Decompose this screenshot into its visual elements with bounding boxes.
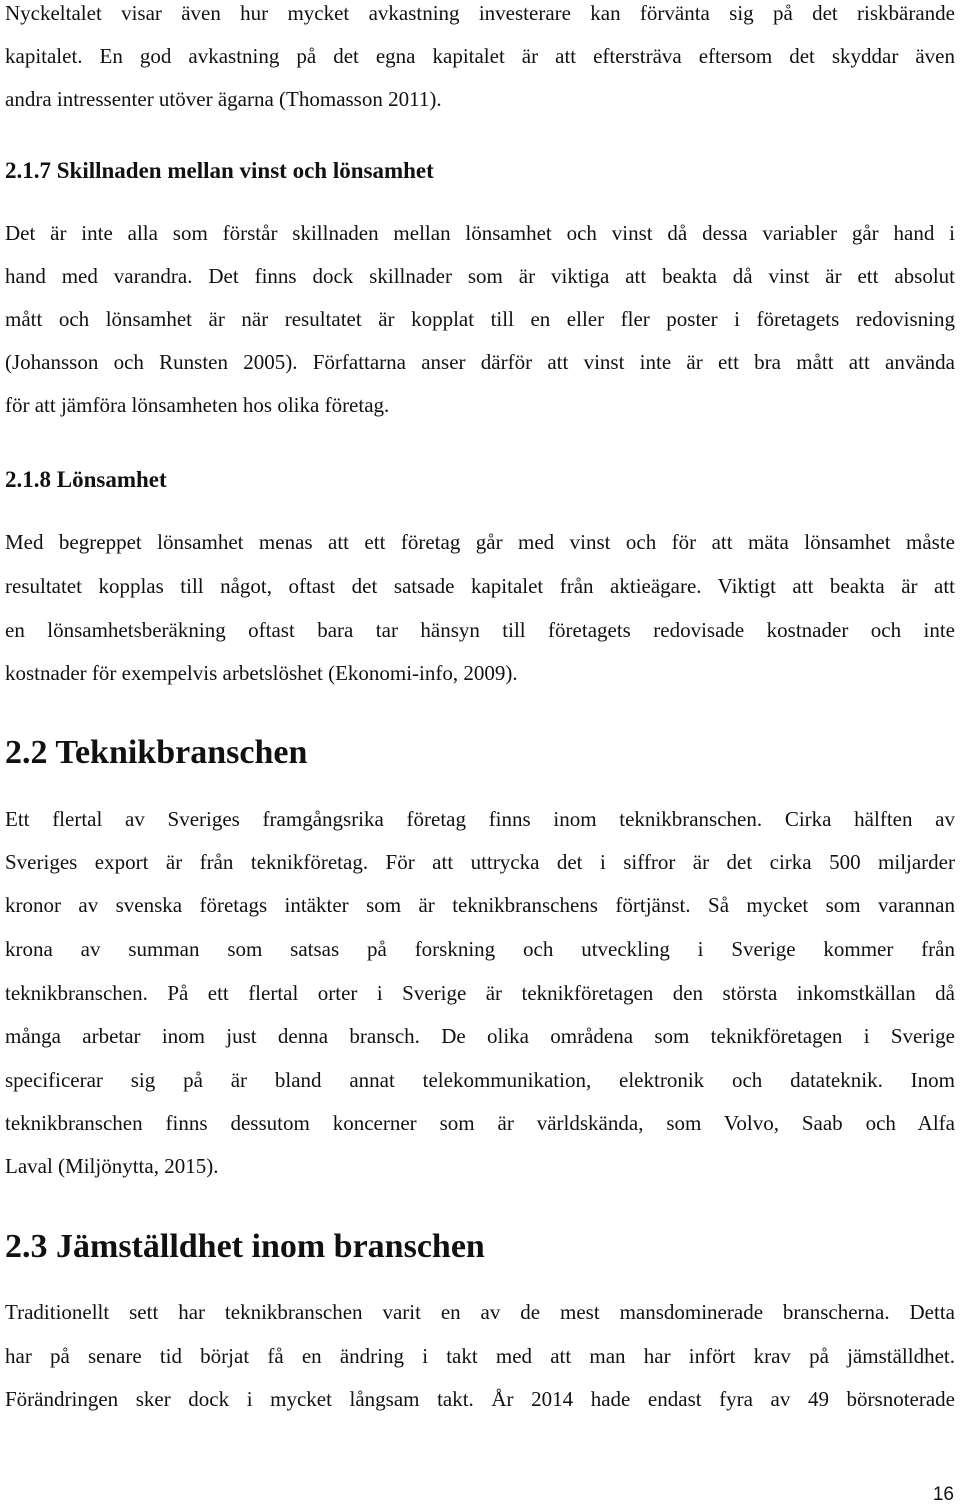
paragraph-line: Nyckeltalet visar även hur mycket avkastning investerare kan förvänta sig på det riskbärande	[5, 1, 955, 25]
paragraph-line: kapitalet. En god avkastning på det egna kapitalet är att eftersträva eftersom det skyddar även	[5, 44, 955, 68]
paragraph-line: Ett flertal av Sveriges framgångsrika företag finns inom teknikbranschen. Cirka hälften av	[5, 807, 955, 831]
paragraph-line: en lönsamhetsberäkning oftast bara tar hänsyn till företagets redovisade kostnader och inte	[5, 618, 955, 642]
paragraph-line: kronor av svenska företags intäkter som är teknikbranschens förtjänst. Så mycket som varannan	[5, 893, 955, 917]
paragraph-line: Laval (Miljönytta, 2015).	[5, 1154, 219, 1178]
paragraph-line: kostnader för exempelvis arbetslöshet (Ekonomi-info, 2009).	[5, 661, 518, 685]
section-heading: 2.1.8 Lönsamhet	[5, 467, 167, 492]
paragraph-line: andra intressenter utöver ägarna (Thomasson 2011).	[5, 87, 442, 111]
paragraph-line: krona av summan som satsas på forskning och utveckling i Sverige kommer från	[5, 937, 955, 961]
paragraph-line: Traditionellt sett har teknikbranschen varit en av de mest mansdominerade branscherna. Detta	[5, 1300, 955, 1324]
paragraph-line: har på senare tid börjat få en ändring i takt med att man har infört krav på jämställdhet.	[5, 1344, 955, 1368]
paragraph-line: många arbetar inom just denna bransch. De olika områdena som teknikföretagen i Sverige	[5, 1024, 955, 1048]
paragraph-line: för att jämföra lönsamheten hos olika företag.	[5, 393, 390, 417]
paragraph-line: teknikbranschen. På ett flertal orter i Sverige är teknikföretagen den största inkomstkällan då	[5, 981, 955, 1005]
paragraph-line: Med begreppet lönsamhet menas att ett företag går med vinst och för att mäta lönsamhet måste	[5, 530, 955, 554]
section-heading: 2.1.7 Skillnaden mellan vinst och lönsamhet	[5, 158, 434, 183]
page-number: 16	[932, 1484, 954, 1505]
chapter-heading: 2.2 Teknikbranschen	[5, 734, 308, 771]
paragraph-line: (Johansson och Runsten 2005). Författarna anser därför att vinst inte är ett bra mått att använda	[5, 350, 955, 374]
paragraph-line: resultatet kopplas till något, oftast det satsade kapitalet från aktieägare. Viktigt att beakta är att	[5, 574, 955, 598]
paragraph-line: teknikbranschen finns dessutom koncerner som är världskända, som Volvo, Saab och Alfa	[5, 1111, 955, 1135]
paragraph-line: Sveriges export är från teknikföretag. För att uttrycka det i siffror är det cirka 500 miljarder	[5, 850, 955, 874]
paragraph-line: Det är inte alla som förstår skillnaden mellan lönsamhet och vinst då dessa variabler går hand i	[5, 221, 955, 245]
paragraph-line: mått och lönsamhet är när resultatet är kopplat till en eller fler poster i företagets redovisning	[5, 307, 955, 331]
paragraph-line: hand med varandra. Det finns dock skillnader som är viktiga att beakta då vinst är ett absolut	[5, 264, 955, 288]
chapter-heading: 2.3 Jämställdhet inom branschen	[5, 1228, 485, 1265]
paragraph-line: Förändringen sker dock i mycket långsam takt. År 2014 hade endast fyra av 49 börsnoterade	[5, 1387, 955, 1411]
paragraph-line: specificerar sig på är bland annat telekommunikation, elektronik och datateknik. Inom	[5, 1068, 955, 1092]
